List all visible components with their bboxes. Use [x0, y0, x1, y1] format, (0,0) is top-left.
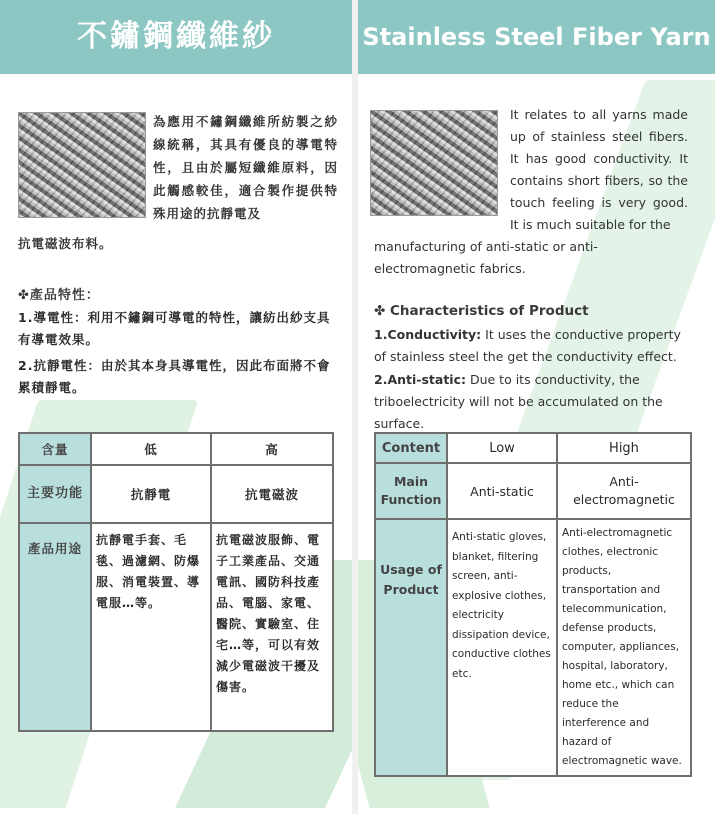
header-bar: [358, 0, 715, 74]
features-heading: ✤ Characteristics of Product: [374, 303, 589, 319]
function-high: 抗電磁波: [211, 465, 333, 523]
header-bar: [0, 0, 352, 74]
table-header-high: 高: [211, 433, 333, 465]
row-label-usage: Usage of Product: [375, 519, 447, 776]
row-label-usage: 產品用途: [19, 523, 91, 731]
feature-antistatic: [374, 369, 696, 435]
feature-conductivity: [374, 324, 696, 368]
feature-label: 1.Conductivity:: [374, 327, 482, 342]
chinese-panel: [0, 0, 352, 808]
fiber-photo: [370, 110, 498, 216]
page-title: 不鏽鋼纖維紗: [77, 19, 275, 54]
row-label-function: 主要功能: [19, 465, 91, 523]
table-header-content: 含量: [19, 433, 91, 465]
table-header-low: Low: [447, 433, 557, 463]
feature-conductivity: 1.導電性：利用不鏽鋼可導電的特性，讓紡出紗支具有導電效果。: [18, 310, 331, 347]
features-heading: ✤產品特性：: [18, 288, 100, 303]
table-header-high: High: [557, 433, 691, 463]
usage-high: 抗電磁波服飾、電子工業產品、交通電訊、國防科技產品、電腦、家電、醫院、實驗室、住宅…等，可以有效減少電磁波干擾及傷害。: [211, 523, 333, 731]
feature-text: Due to its conductivity, the triboelectricity will not be accumulated on the surface.: [374, 372, 663, 431]
table-header-low: 低: [91, 433, 211, 465]
function-low: 抗靜電: [91, 465, 211, 523]
row-label-function: Main Function: [375, 463, 447, 519]
function-low: Anti-static: [447, 463, 557, 519]
usage-high: Anti-electromagnetic clothes, electronic products, transportation and telecommunication, defense products, computer, appliances, hospital, laboratory, home etc., which can reduce the interference and hazard of electromagnetic wave.: [557, 519, 691, 776]
intro-text: It relates to all yarns made up of stainless steel fibers. It has good conductivity. It contains short fibers, so the touch feeling is very good. It is much suitable for the: [510, 107, 688, 232]
intro-text-tail: 抗電磁波布料。: [18, 236, 113, 251]
feature-label: 2.Anti-static:: [374, 372, 466, 387]
function-high: Anti-electromagnetic: [557, 463, 691, 519]
feature-text: It uses the conductive property of stainless steel the get the conductivity effect.: [374, 327, 681, 364]
english-panel: [358, 0, 715, 808]
feature-antistatic: 2.抗靜電性：由於其本身具導電性，因此布面將不會累積靜電。: [18, 358, 331, 395]
intro-text-tail: manufacturing of anti-static or anti-electromagnetic fabrics.: [374, 239, 598, 276]
page-title: Stainless Steel Fiber Yarn: [362, 23, 711, 51]
spec-table: [18, 432, 334, 732]
intro-text: 為應用不鏽鋼纖維所紡製之紗線統稱，其具有優良的導電特性，且由於屬短纖維原料，因此觸感較佳，適合製作提供特殊用途的抗靜電及: [153, 114, 338, 221]
table-header-content: Content: [375, 433, 447, 463]
usage-low: Anti-static gloves, blanket, filtering screen, anti-explosive clothes, electricity dissipation device, conductive clothes etc.: [447, 519, 557, 776]
usage-low: 抗靜電手套、毛毯、過濾網、防爆服、消電裝置、導電服…等。: [91, 523, 211, 731]
spec-table: [374, 432, 692, 777]
fiber-photo: [18, 112, 146, 218]
